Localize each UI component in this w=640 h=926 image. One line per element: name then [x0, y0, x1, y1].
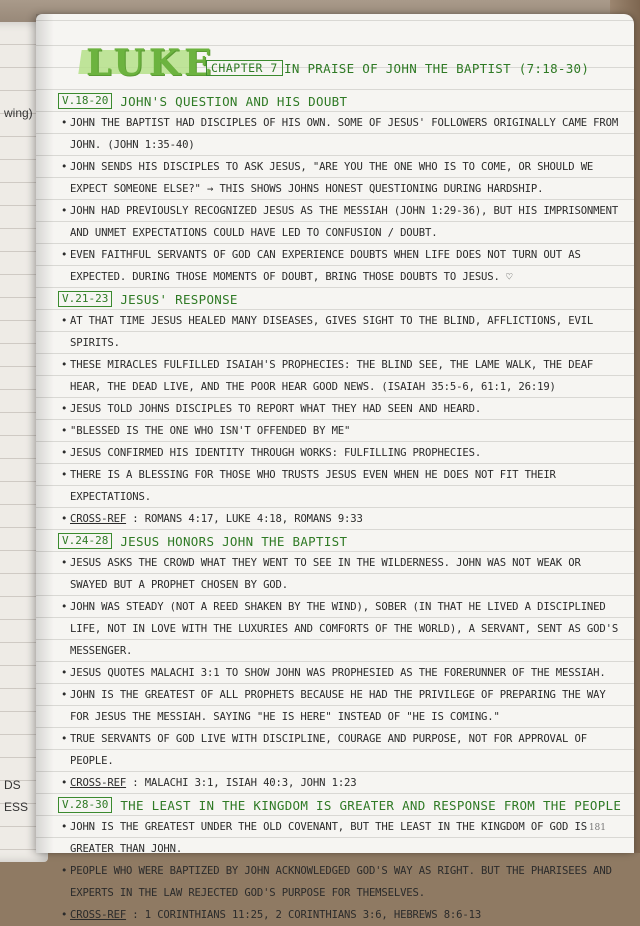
note-bullet: • JOHN WAS STEADY (NOT A REED SHAKEN BY THE WIND), SOBER (IN THAT HE LIVED A DISCIPLINED LIFE, NOT IN LOVE WITH THE LUXURIES AND COMFORTS OF THE WORLD), A SERVANT, SENT AS GOD'S MESSENGER.	[58, 596, 624, 662]
notebook-page	[36, 14, 634, 921]
spine-shadow	[36, 14, 54, 853]
cross-reference	[58, 772, 624, 794]
chapter-title: IN PRAISE OF JOHN THE BAPTIST (7:18-30)	[284, 61, 590, 76]
left-page-fragment: wing)	[4, 106, 33, 120]
note-bullet: • JESUS CONFIRMED HIS IDENTITY THROUGH WORKS: FULFILLING PROPHECIES.	[58, 442, 624, 464]
note-bullet: • THERE IS A BLESSING FOR THOSE WHO TRUSTS JESUS EVEN WHEN HE DOES NOT FIT THEIR EXPECTATIONS.	[58, 464, 624, 508]
cross-reference-label: CROSS-REF	[70, 513, 127, 525]
cross-reference-text: : ROMANS 4:17, LUKE 4:18, ROMANS 9:33	[132, 513, 363, 525]
note-bullet: • PEOPLE WHO WERE BAPTIZED BY JOHN ACKNOWLEDGED GOD'S WAY AS RIGHT. BUT THE PHARISEES AND EXPERTS IN THE LAW REJECTED GOD'S PURPOSE FOR THEMSELVES.	[58, 860, 624, 904]
cross-reference	[58, 508, 624, 530]
section-heading	[58, 794, 624, 816]
note-bullet: • JESUS TOLD JOHNS DISCIPLES TO REPORT WHAT THEY HAD SEEN AND HEARD.	[58, 398, 624, 420]
cross-reference-text: : MALACHI 3:1, ISIAH 40:3, JOHN 1:23	[132, 777, 357, 789]
book-title: LUKE	[86, 42, 216, 84]
section-title: THE LEAST IN THE KINGDOM IS GREATER AND RESPONSE FROM THE PEOPLE	[120, 797, 622, 813]
verse-reference: V.24-28	[58, 533, 112, 549]
cross-reference	[58, 904, 624, 926]
notes-body	[58, 90, 624, 926]
section-heading	[58, 288, 624, 310]
note-bullet: • JESUS QUOTES MALACHI 3:1 TO SHOW JOHN WAS PROPHESIED AS THE FORERUNNER OF THE MESSIAH.	[58, 662, 624, 684]
note-bullet: • JOHN THE BAPTIST HAD DISCIPLES OF HIS OWN. SOME OF JESUS' FOLLOWERS ORIGINALLY CAME FROM JOHN. (JOHN 1:35-40)	[58, 112, 624, 156]
cross-reference-label: CROSS-REF	[70, 777, 127, 789]
cross-reference-label: CROSS-REF	[70, 909, 127, 921]
note-bullet: • AT THAT TIME JESUS HEALED MANY DISEASES, GIVES SIGHT TO THE BLIND, AFFLICTIONS, EVIL SPIRITS.	[58, 310, 624, 354]
note-bullet: • "BLESSED IS THE ONE WHO ISN'T OFFENDED BY ME"	[58, 420, 624, 442]
page-number: 181	[588, 823, 606, 833]
note-bullet: • EVEN FAITHFUL SERVANTS OF GOD CAN EXPERIENCE DOUBTS WHEN LIFE DOES NOT TURN OUT AS EXPECTED. DURING THOSE MOMENTS OF DOUBT, BRING THOSE DOUBTS TO JESUS. ♡	[58, 244, 624, 288]
section-title: JESUS HONORS JOHN THE BAPTIST	[120, 533, 348, 549]
note-list	[58, 112, 624, 288]
note-bullet: • JOHN HAD PREVIOUSLY RECOGNIZED JESUS AS THE MESSIAH (JOHN 1:29-36), BUT HIS IMPRISONMENT AND UNMET EXPECTATIONS COULD HAVE LED TO CONFUSION / DOUBT.	[58, 200, 624, 244]
chapter-label: CHAPTER 7	[206, 60, 283, 76]
verse-reference: V.18-20	[58, 93, 112, 109]
section-title: JOHN'S QUESTION AND HIS DOUBT	[120, 93, 348, 109]
note-bullet: • THESE MIRACLES FULFILLED ISAIAH'S PROPHECIES: THE BLIND SEE, THE LAME WALK, THE DEAF HEAR, THE DEAD LIVE, AND THE POOR HEAR GOOD NEWS. (ISAIAH 35:5-6, 61:1, 26:19)	[58, 354, 624, 398]
note-bullet: • JESUS ASKS THE CROWD WHAT THEY WENT TO SEE IN THE WILDERNESS. JOHN WAS NOT WEAK OR SWAYED BUT A PROPHET CHOSEN BY GOD.	[58, 552, 624, 596]
note-bullet: • TRUE SERVANTS OF GOD LIVE WITH DISCIPLINE, COURAGE AND PURPOSE, NOT FOR APPROVAL OF PEOPLE.	[58, 728, 624, 772]
note-bullet: • JOHN SENDS HIS DISCIPLES TO ASK JESUS, "ARE YOU THE ONE WHO IS TO COME, OR SHOULD WE EXPECT SOMEONE ELSE?" → THIS SHOWS JOHNS HONEST QUESTIONING DURING HARDSHIP.	[58, 156, 624, 200]
note-list	[58, 310, 624, 530]
verse-reference: V.28-30	[58, 797, 112, 813]
section-heading	[58, 530, 624, 552]
left-page-fragment: ESS	[4, 800, 29, 814]
section-title: JESUS' RESPONSE	[120, 291, 238, 307]
verse-reference: V.21-23	[58, 291, 112, 307]
left-page-fragment: DS	[4, 778, 21, 792]
note-list	[58, 816, 624, 926]
note-bullet: • JOHN IS THE GREATEST OF ALL PROPHETS BECAUSE HE HAD THE PRIVILEGE OF PREPARING THE WAY FOR JESUS THE MESSIAH. SAYING "HE IS HERE" INSTEAD OF "HE IS COMING."	[58, 684, 624, 728]
section-heading	[58, 90, 624, 112]
note-bullet: • JOHN IS THE GREATEST UNDER THE OLD COVENANT, BUT THE LEAST IN THE KINGDOM OF GOD IS GREATER THAN JOHN.	[58, 816, 624, 860]
note-list	[58, 552, 624, 794]
cross-reference-text: : 1 CORINTHIANS 11:25, 2 CORINTHIANS 3:6, HEBREWS 8:6-13	[132, 909, 482, 921]
